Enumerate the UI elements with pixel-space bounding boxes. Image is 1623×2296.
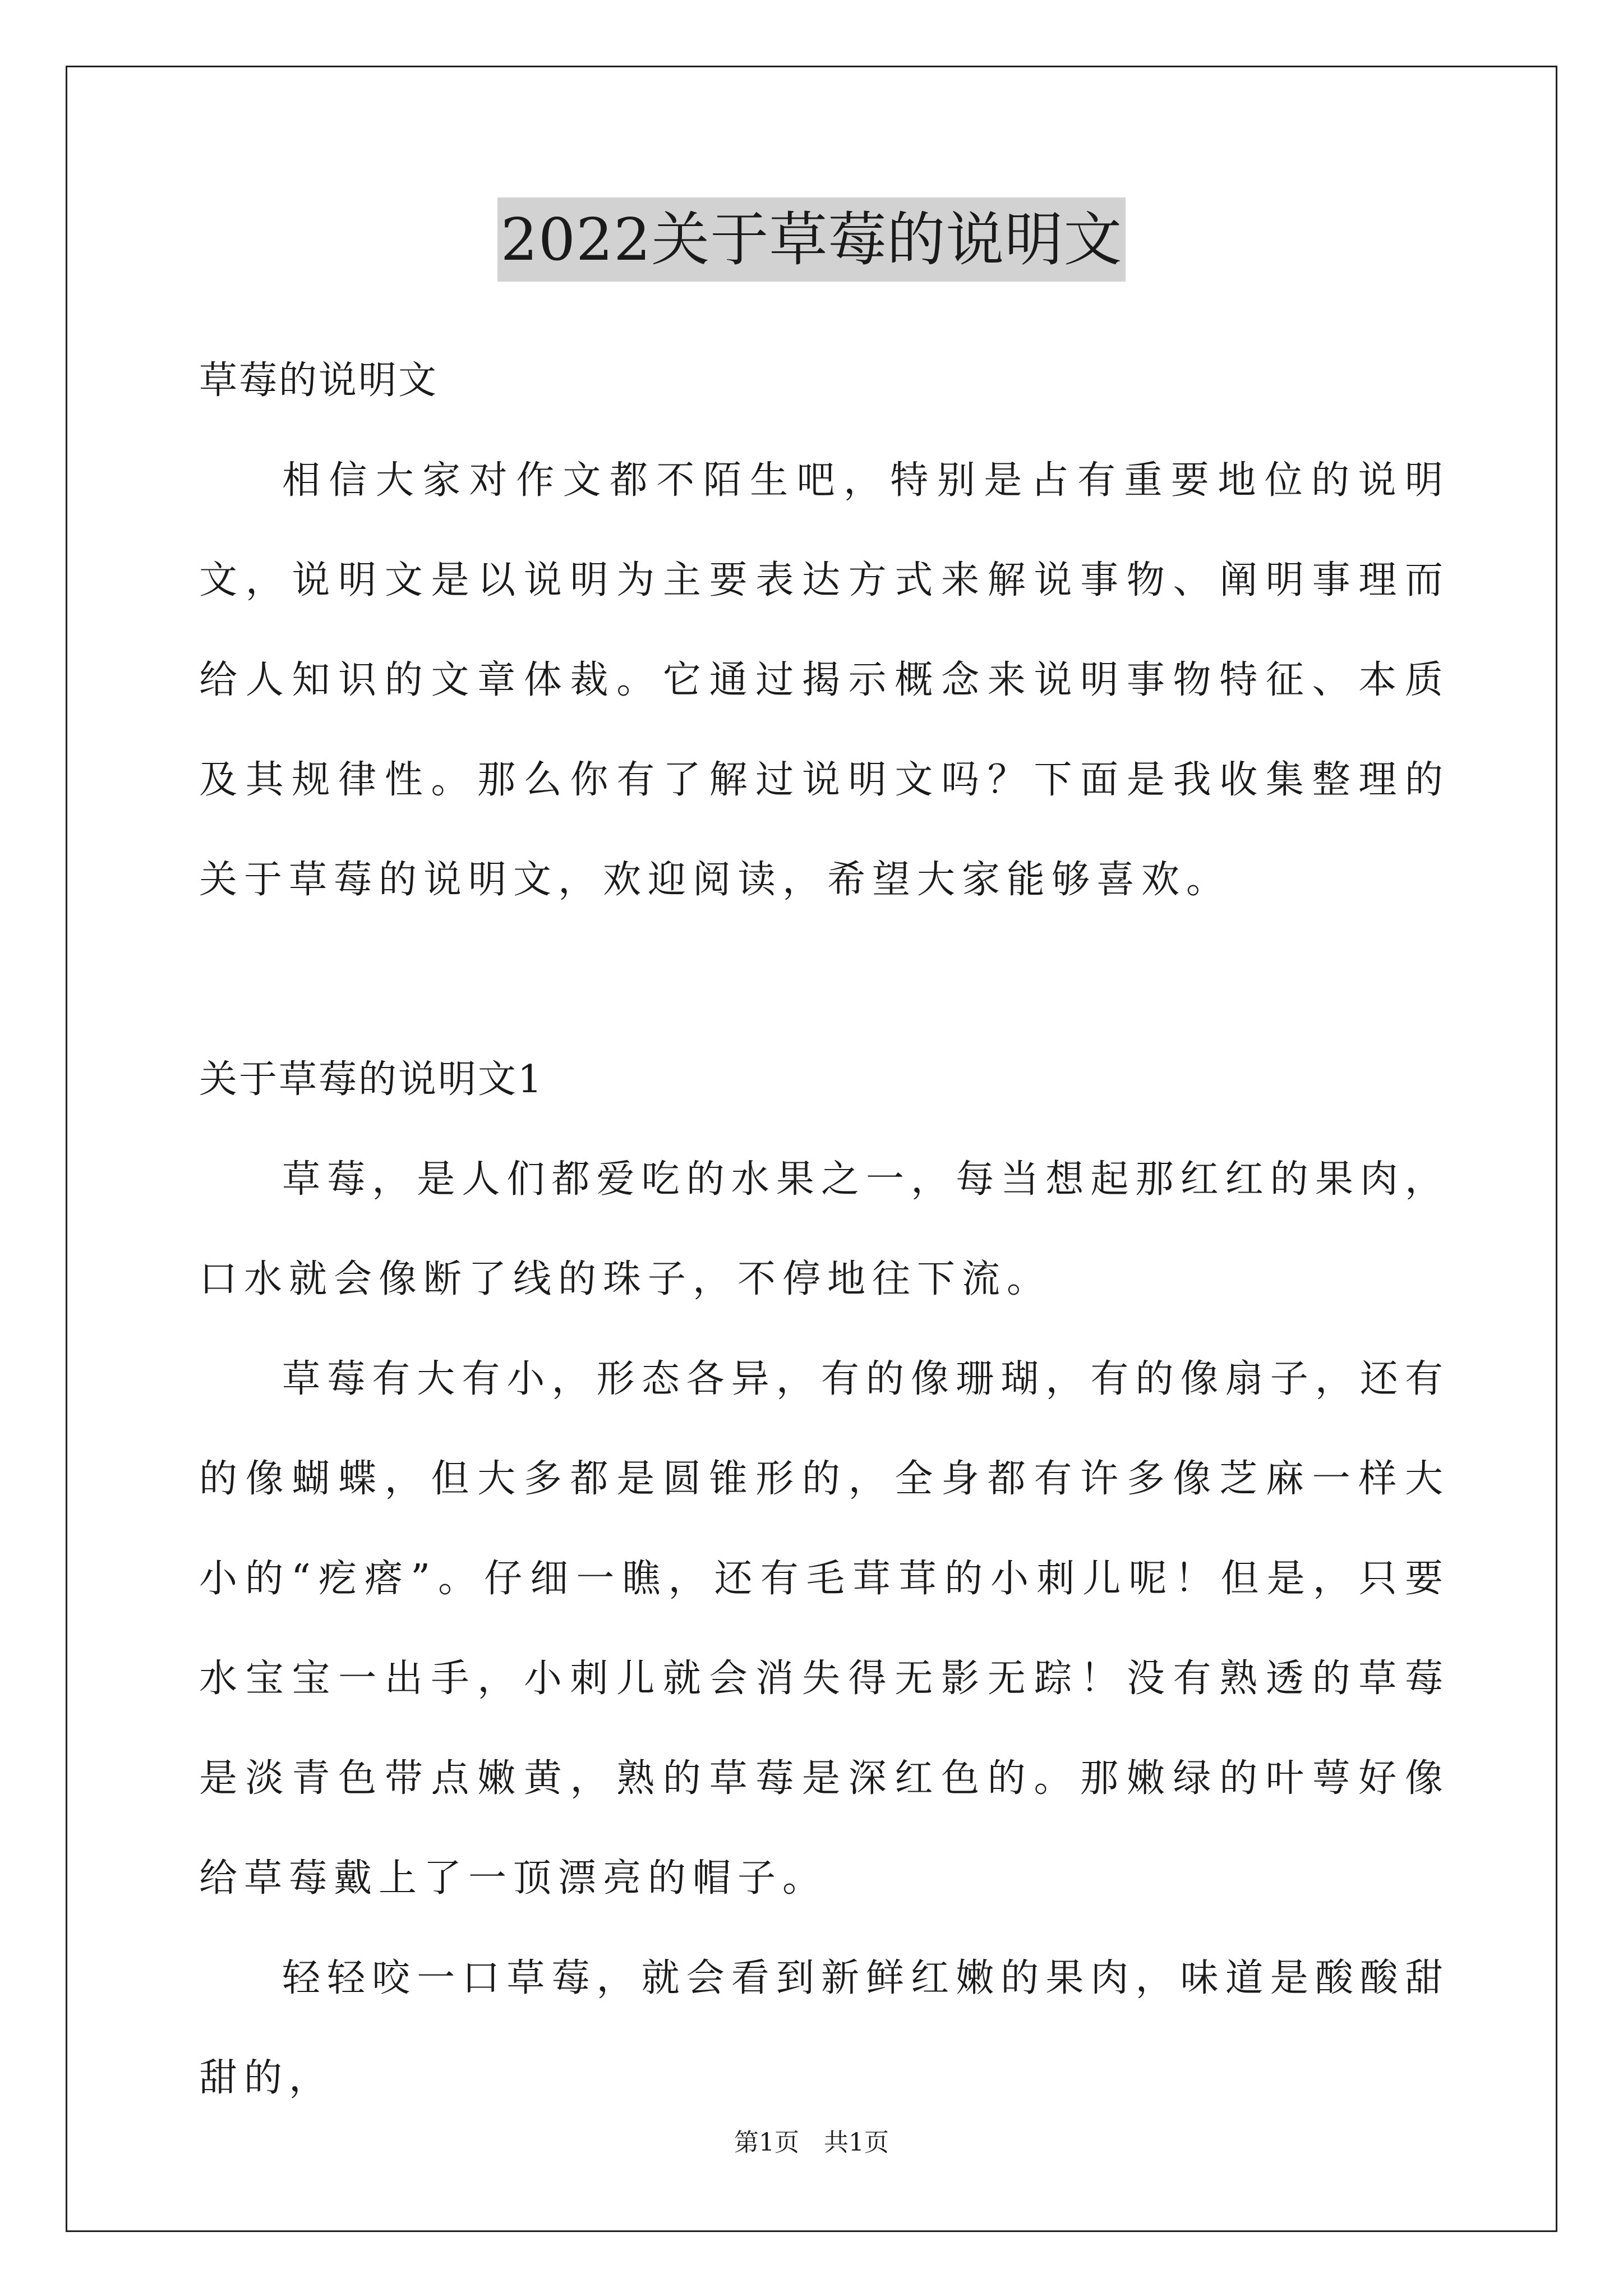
section-gap: [199, 930, 1450, 1030]
page-footer: [0, 2126, 1623, 2160]
page-number: 第1页 共1页: [734, 2128, 889, 2157]
document-subtitle: 草莓的说明文: [199, 358, 439, 403]
body-paragraph-3: 轻轻咬一口草莓，就会看到新鲜红嫩的果肉，味道是酸酸甜甜的，: [199, 1956, 1450, 2100]
body-paragraph-2: 草莓有大有小，形态各异，有的像珊瑚，有的像扇子，还有的像蝴蝶，但大多都是圆锥形的，全身都有许多像芝麻一样大小的“疙瘩”。仔细一瞧，还有毛茸茸的小刺儿呢！但是，只要水宝宝一出手，小刺儿就会消失得无影无踪！没有熟透的草莓是淡青色带点嫩黄，熟的草莓是深红色的。那嫩绿的叶萼好像给草莓戴上了一顶漂亮的帽子。: [199, 1357, 1450, 1901]
section-heading: 关于草莓的说明文1: [199, 1057, 544, 1102]
body-paragraph-1: 草莓，是人们都爱吃的水果之一，每当想起那红红的果肉，口水就会像断了线的珠子，不停地往下流。: [199, 1157, 1450, 1301]
document-body: [199, 331, 1450, 2128]
title-container: [0, 197, 1623, 282]
intro-paragraph: 相信大家对作文都不陌生吧，特别是占有重要地位的说明文，说明文是以说明为主要表达方式来解说事物、阐明事理而给人知识的文章体裁。它通过揭示概念来说明事物特征、本质及其规律性。那么你有了解过说明文吗？下面是我收集整理的关于草莓的说明文，欢迎阅读，希望大家能够喜欢。: [199, 458, 1450, 902]
document-title: 2022关于草莓的说明文: [497, 197, 1126, 282]
